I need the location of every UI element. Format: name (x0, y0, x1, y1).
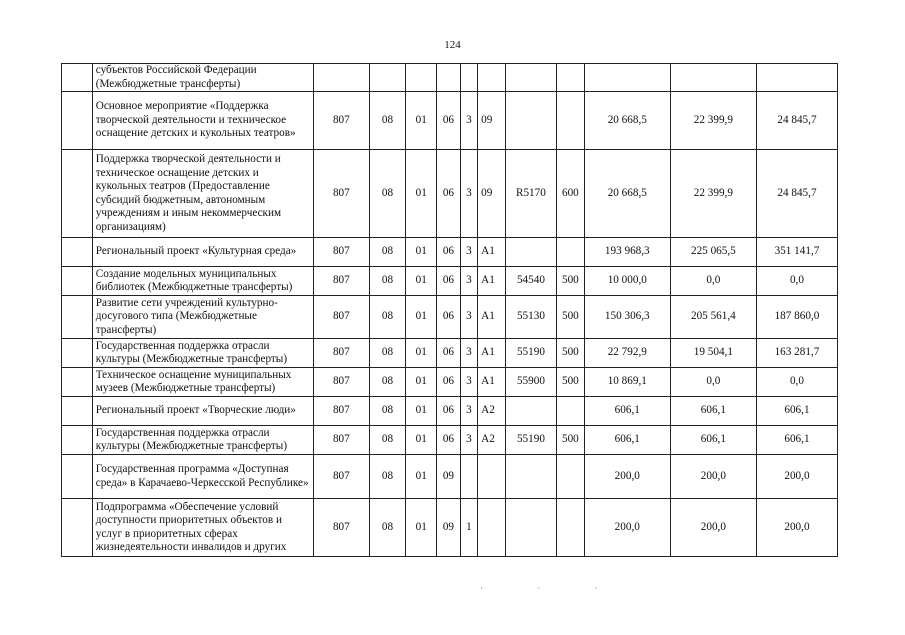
cell-p1: 09 (437, 455, 461, 499)
cell-y3: 200,0 (756, 499, 837, 557)
cell-vr: 500 (557, 426, 585, 455)
cell-p2: 3 (460, 339, 477, 368)
cell-pr: 01 (406, 499, 437, 557)
table-row (62, 150, 838, 238)
cell-p1: 09 (437, 499, 461, 557)
cell-vr (557, 397, 585, 426)
cell-name: Развитие сети учреждений культурно-досугового типа (Межбюджетные трансферты) (92, 296, 313, 339)
cell-name: Государственная программа «Доступная среда» в Карачаево-Черкесской Республике» (92, 455, 313, 499)
cell-y1: 606,1 (584, 426, 670, 455)
cell-pr: 01 (406, 238, 437, 267)
cell-gr: 807 (314, 499, 369, 557)
row-index-cell (62, 397, 93, 426)
cell-p2 (460, 455, 477, 499)
cell-name: Создание модельных муниципальных библиотек (Межбюджетные трансферты) (92, 267, 313, 296)
cell-p3: A2 (478, 397, 506, 426)
cell-p1 (437, 64, 461, 92)
cell-pr: 01 (406, 92, 437, 150)
cell-y1: 10 000,0 (584, 267, 670, 296)
cell-p2: 1 (460, 499, 477, 557)
cell-pr: 01 (406, 397, 437, 426)
table-row (62, 238, 838, 267)
cell-y3: 606,1 (756, 397, 837, 426)
cell-rz: 08 (369, 339, 406, 368)
cell-gr: 807 (314, 150, 369, 238)
cell-csr: 55900 (505, 368, 556, 397)
cell-p2: 3 (460, 238, 477, 267)
cell-p1: 06 (437, 92, 461, 150)
cell-p2: 3 (460, 397, 477, 426)
cell-vr (557, 92, 585, 150)
cell-y1: 193 968,3 (584, 238, 670, 267)
cell-y2: 225 065,5 (670, 238, 756, 267)
cell-pr: 01 (406, 368, 437, 397)
cell-p2: 3 (460, 150, 477, 238)
cell-csr: R5170 (505, 150, 556, 238)
row-index-cell (62, 426, 93, 455)
cell-rz: 08 (369, 368, 406, 397)
table-row (62, 339, 838, 368)
cell-y1: 20 668,5 (584, 92, 670, 150)
cell-csr (505, 455, 556, 499)
cell-rz: 08 (369, 92, 406, 150)
cell-y1: 10 869,1 (584, 368, 670, 397)
cell-pr: 01 (406, 455, 437, 499)
table-row (62, 499, 838, 557)
cell-p1: 06 (437, 339, 461, 368)
row-index-cell (62, 64, 93, 92)
cell-y2: 200,0 (670, 455, 756, 499)
row-index-cell (62, 499, 93, 557)
cell-y2: 205 561,4 (670, 296, 756, 339)
cell-gr (314, 64, 369, 92)
cell-p2: 3 (460, 296, 477, 339)
row-index-cell (62, 150, 93, 238)
cell-p3: A1 (478, 238, 506, 267)
cell-y3: 0,0 (756, 368, 837, 397)
cell-y2: 22 399,9 (670, 150, 756, 238)
cell-csr: 54540 (505, 267, 556, 296)
cell-gr: 807 (314, 267, 369, 296)
cell-csr (505, 64, 556, 92)
cell-y2 (670, 64, 756, 92)
cell-pr: 01 (406, 296, 437, 339)
cell-csr: 55190 (505, 426, 556, 455)
row-index-cell (62, 296, 93, 339)
cell-vr (557, 238, 585, 267)
cell-pr: 01 (406, 267, 437, 296)
cell-p1: 06 (437, 150, 461, 238)
cell-y3: 351 141,7 (756, 238, 837, 267)
table-row (62, 426, 838, 455)
table-row (62, 64, 838, 92)
cell-csr: 55190 (505, 339, 556, 368)
cell-y3: 200,0 (756, 455, 837, 499)
cell-csr (505, 92, 556, 150)
cell-rz (369, 64, 406, 92)
table-row (62, 368, 838, 397)
cell-y3: 606,1 (756, 426, 837, 455)
cell-vr (557, 64, 585, 92)
cell-p2: 3 (460, 368, 477, 397)
cell-name: Региональный проект «Творческие люди» (92, 397, 313, 426)
cell-gr: 807 (314, 426, 369, 455)
row-index-cell (62, 92, 93, 150)
cell-vr: 600 (557, 150, 585, 238)
budget-table (61, 63, 838, 557)
cell-y3: 0,0 (756, 267, 837, 296)
cell-y2: 0,0 (670, 267, 756, 296)
cell-p1: 06 (437, 426, 461, 455)
cell-pr: 01 (406, 150, 437, 238)
table-row (62, 455, 838, 499)
cell-p3: A2 (478, 426, 506, 455)
table-row (62, 92, 838, 150)
cell-name: Техническое оснащение муниципальных музеев (Межбюджетные трансферты) (92, 368, 313, 397)
cell-name: Основное мероприятие «Поддержка творческой деятельности и техническое оснащение детских и кукольных театров» (92, 92, 313, 150)
cell-rz: 08 (369, 455, 406, 499)
cell-p3: A1 (478, 267, 506, 296)
cell-name: Государственная поддержка отрасли культуры (Межбюджетные трансферты) (92, 426, 313, 455)
cell-y3: 24 845,7 (756, 92, 837, 150)
cell-vr: 500 (557, 267, 585, 296)
cell-gr: 807 (314, 397, 369, 426)
cell-vr (557, 499, 585, 557)
cell-y1: 606,1 (584, 397, 670, 426)
cell-y1 (584, 64, 670, 92)
cell-y2: 0,0 (670, 368, 756, 397)
cell-p2: 3 (460, 267, 477, 296)
cell-p3: 09 (478, 92, 506, 150)
cell-p3: A1 (478, 296, 506, 339)
cell-rz: 08 (369, 499, 406, 557)
cell-p2: 3 (460, 92, 477, 150)
cell-rz: 08 (369, 296, 406, 339)
cell-csr (505, 238, 556, 267)
cell-gr: 807 (314, 455, 369, 499)
cell-p2 (460, 64, 477, 92)
cell-p3 (478, 499, 506, 557)
cell-y3: 163 281,7 (756, 339, 837, 368)
cell-rz: 08 (369, 426, 406, 455)
cell-y1: 20 668,5 (584, 150, 670, 238)
cell-y2: 19 504,1 (670, 339, 756, 368)
cell-gr: 807 (314, 339, 369, 368)
cell-vr (557, 455, 585, 499)
scan-artifact: · · · (480, 583, 624, 593)
cell-rz: 08 (369, 150, 406, 238)
table-row (62, 397, 838, 426)
cell-p1: 06 (437, 296, 461, 339)
cell-gr: 807 (314, 368, 369, 397)
cell-name: Региональный проект «Культурная среда» (92, 238, 313, 267)
cell-y2: 200,0 (670, 499, 756, 557)
cell-pr: 01 (406, 426, 437, 455)
cell-name: Подпрограмма «Обеспечение условий доступности приоритетных объектов и услуг в приоритетных сферах жизнедеятельности инвалидов и других (92, 499, 313, 557)
cell-pr: 01 (406, 339, 437, 368)
cell-rz: 08 (369, 238, 406, 267)
row-index-cell (62, 455, 93, 499)
row-index-cell (62, 339, 93, 368)
cell-y1: 150 306,3 (584, 296, 670, 339)
cell-p1: 06 (437, 397, 461, 426)
cell-gr: 807 (314, 92, 369, 150)
cell-rz: 08 (369, 397, 406, 426)
cell-csr: 55130 (505, 296, 556, 339)
cell-y1: 22 792,9 (584, 339, 670, 368)
row-index-cell (62, 238, 93, 267)
cell-gr: 807 (314, 238, 369, 267)
cell-y1: 200,0 (584, 455, 670, 499)
cell-y2: 606,1 (670, 426, 756, 455)
cell-p3 (478, 64, 506, 92)
cell-pr (406, 64, 437, 92)
cell-name: Поддержка творческой деятельности и техническое оснащение детских и кукольных театров (Предоставление субсидий бюджетным, автономным учреждениям и иным некоммерческим организациям) (92, 150, 313, 238)
cell-p3: A1 (478, 368, 506, 397)
cell-y1: 200,0 (584, 499, 670, 557)
cell-p2: 3 (460, 426, 477, 455)
cell-vr: 500 (557, 368, 585, 397)
cell-p3 (478, 455, 506, 499)
cell-p3: 09 (478, 150, 506, 238)
table-row (62, 296, 838, 339)
cell-csr (505, 397, 556, 426)
cell-vr: 500 (557, 296, 585, 339)
cell-y3: 187 860,0 (756, 296, 837, 339)
cell-rz: 08 (369, 267, 406, 296)
cell-csr (505, 499, 556, 557)
cell-p1: 06 (437, 238, 461, 267)
cell-vr: 500 (557, 339, 585, 368)
cell-y2: 22 399,9 (670, 92, 756, 150)
cell-p1: 06 (437, 368, 461, 397)
table-row (62, 267, 838, 296)
cell-y3 (756, 64, 837, 92)
cell-y2: 606,1 (670, 397, 756, 426)
cell-gr: 807 (314, 296, 369, 339)
cell-name: Государственная поддержка отрасли культуры (Межбюджетные трансферты) (92, 339, 313, 368)
cell-p1: 06 (437, 267, 461, 296)
row-index-cell (62, 368, 93, 397)
cell-y3: 24 845,7 (756, 150, 837, 238)
page-number: 124 (444, 39, 461, 51)
cell-p3: A1 (478, 339, 506, 368)
row-index-cell (62, 267, 93, 296)
cell-name: субъектов Российской Федерации (Межбюджетные трансферты) (92, 64, 313, 92)
